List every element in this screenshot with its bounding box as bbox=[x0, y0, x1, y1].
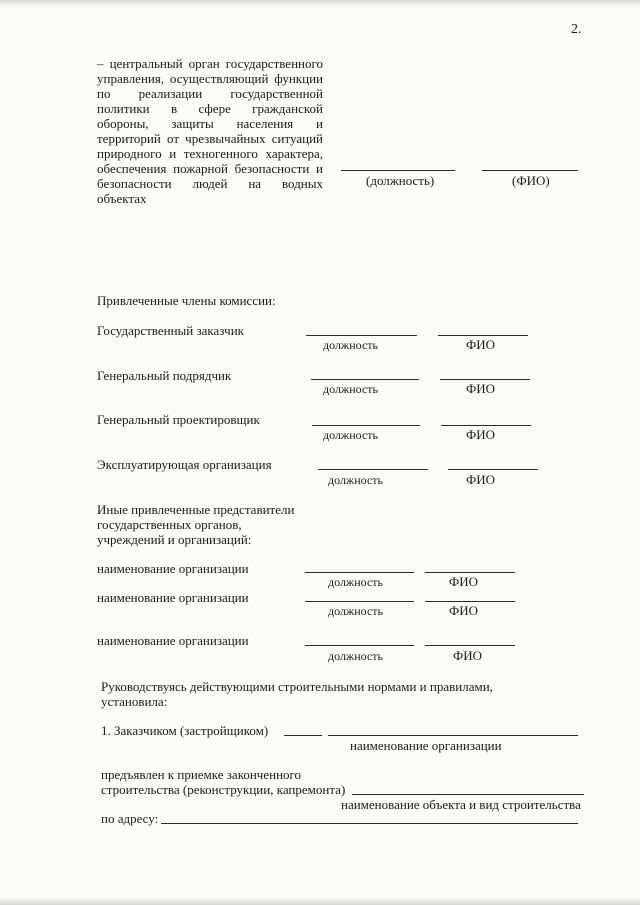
scan-edge-top bbox=[0, 0, 640, 6]
authority-line: природного и техногенного характера, bbox=[97, 146, 323, 161]
org-3-fio-caption: ФИО bbox=[453, 648, 483, 663]
member-contractor-fio-line[interactable] bbox=[440, 379, 530, 380]
org-2-label: наименование организации bbox=[97, 590, 249, 605]
authority-line: политики в сфере гражданской bbox=[97, 101, 323, 116]
member-designer-fio-caption: ФИО bbox=[466, 427, 496, 442]
authority-line: – центральный орган государственного bbox=[97, 56, 323, 71]
member-operator-position-line[interactable] bbox=[318, 469, 428, 470]
construction-type-text: строительства (реконструкции, капремонта) bbox=[101, 782, 346, 797]
member-contractor-label: Генеральный подрядчик bbox=[97, 368, 232, 383]
scan-edge-bottom bbox=[0, 897, 640, 905]
authority-line: управления, осуществляющий функции bbox=[97, 71, 323, 86]
org-2-fio-caption: ФИО bbox=[449, 603, 479, 618]
member-operator-label: Эксплуатирующая организация bbox=[97, 457, 272, 472]
org-3-label: наименование организации bbox=[97, 633, 249, 648]
member-designer-position-caption: должность bbox=[323, 428, 378, 442]
customer-short-line[interactable] bbox=[284, 735, 322, 736]
authority-position-label: (должность) bbox=[366, 173, 435, 188]
other-representatives-line: учреждений и организаций: bbox=[97, 532, 252, 547]
authority-name-label: (ФИО) bbox=[512, 173, 550, 188]
org-2-fio-line[interactable] bbox=[425, 601, 515, 602]
member-contractor-position-line[interactable] bbox=[311, 379, 419, 380]
org-1-fio-line[interactable] bbox=[425, 572, 515, 573]
authority-line: по реализации государственной bbox=[97, 86, 323, 101]
object-name-caption: наименование объекта и вид строительства bbox=[341, 797, 581, 812]
org-1-label: наименование организации bbox=[97, 561, 249, 576]
customer-org-line[interactable] bbox=[328, 735, 578, 736]
authority-position-line[interactable] bbox=[341, 170, 455, 171]
member-customer-fio-caption: ФИО bbox=[466, 337, 496, 352]
org-1-fio-caption: ФИО bbox=[449, 574, 479, 589]
authority-line: безопасности людей на водных bbox=[97, 176, 323, 191]
member-customer-position-line[interactable] bbox=[306, 335, 417, 336]
org-2-position-line[interactable] bbox=[305, 601, 414, 602]
member-designer-fio-line[interactable] bbox=[441, 425, 531, 426]
member-operator-fio-caption: ФИО bbox=[466, 472, 496, 487]
authority-line: объектах bbox=[97, 191, 147, 206]
address-line[interactable] bbox=[161, 823, 578, 824]
authority-line: обеспечения пожарной безопасности и bbox=[97, 161, 323, 176]
member-customer-label: Государственный заказчик bbox=[97, 323, 244, 338]
member-operator-fio-line[interactable] bbox=[448, 469, 538, 470]
other-representatives-line: государственных органов, bbox=[97, 517, 242, 532]
guided-by-text: Руководствуясь действующими строительными нормами и правилами, bbox=[101, 679, 493, 694]
customer-org-caption: наименование организации bbox=[350, 738, 502, 753]
member-customer-fio-line[interactable] bbox=[438, 335, 528, 336]
page-number: 2. bbox=[571, 22, 582, 37]
member-customer-position-caption: должность bbox=[323, 338, 378, 352]
authority-line: обороны, защиты населения и bbox=[97, 116, 323, 131]
org-3-position-caption: должность bbox=[328, 649, 383, 663]
member-designer-position-line[interactable] bbox=[312, 425, 420, 426]
object-name-line[interactable] bbox=[352, 794, 584, 795]
authority-name-line[interactable] bbox=[482, 170, 578, 171]
org-3-position-line[interactable] bbox=[305, 645, 414, 646]
org-1-position-caption: должность bbox=[328, 575, 383, 589]
other-representatives-line: Иные привлеченные представители bbox=[97, 502, 295, 517]
member-contractor-fio-caption: ФИО bbox=[466, 381, 496, 396]
presented-text: предъявлен к приемке законченного bbox=[101, 767, 302, 782]
member-operator-position-caption: должность bbox=[328, 473, 383, 487]
org-3-fio-line[interactable] bbox=[425, 645, 515, 646]
member-contractor-position-caption: должность bbox=[323, 382, 378, 396]
resolved-text: установила: bbox=[101, 694, 168, 709]
org-1-position-line[interactable] bbox=[305, 572, 414, 573]
authority-description bbox=[97, 56, 323, 206]
org-2-position-caption: должность bbox=[328, 604, 383, 618]
member-designer-label: Генеральный проектировщик bbox=[97, 412, 260, 427]
customer-item-label: 1. Заказчиком (застройщиком) bbox=[101, 723, 269, 738]
address-label: по адресу: bbox=[101, 811, 159, 826]
attracted-members-heading: Привлеченные члены комиссии: bbox=[97, 293, 276, 308]
authority-line: территорий от чрезвычайных ситуаций bbox=[97, 131, 323, 146]
